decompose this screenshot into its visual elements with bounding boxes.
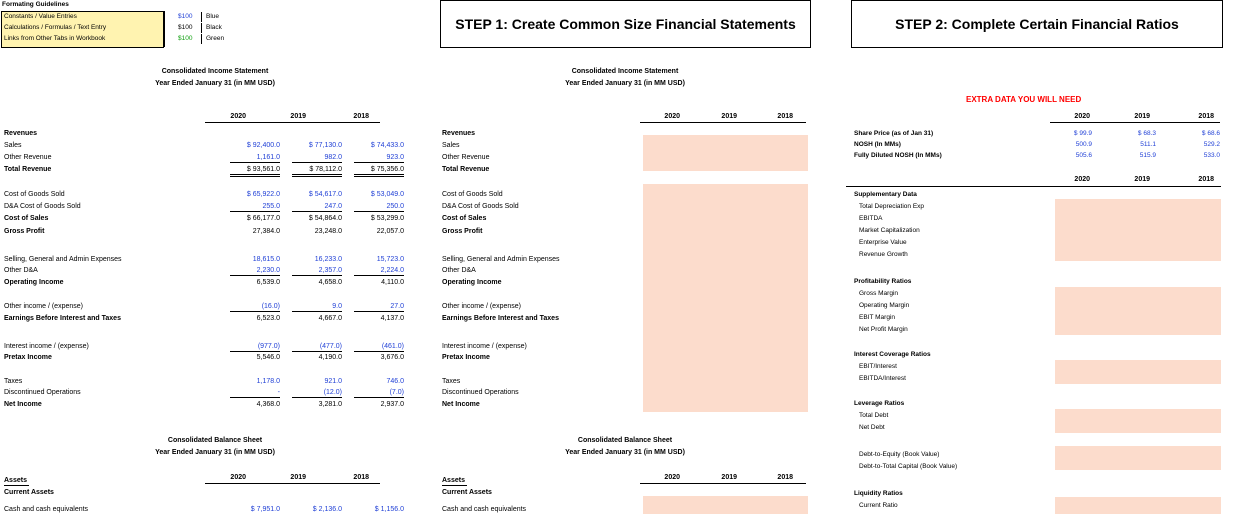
income-value: (977.0) — [230, 342, 280, 352]
income-row-label: Pretax Income — [4, 354, 52, 361]
year-2020: 2020 — [664, 474, 680, 481]
ratio-divider — [846, 186, 1221, 187]
guideline-color: Green — [201, 34, 224, 44]
leverage-input[interactable] — [1055, 409, 1221, 433]
income-row-label: Total Revenue — [442, 166, 490, 173]
income-value: 6,539.0 — [256, 279, 280, 286]
guideline-sample-green: $100 — [178, 35, 193, 42]
extra-row-label: Fully Diluted NOSH (In MMs) — [854, 152, 942, 159]
balance-subtitle-right: Year Ended January 31 (in MM USD) — [565, 449, 685, 456]
income-row-label: Gross Profit — [442, 228, 483, 235]
extra-value: $ 68.6 — [1201, 130, 1220, 137]
income-value: (12.0) — [292, 388, 342, 398]
extra-value: 515.9 — [1139, 152, 1156, 159]
income-row-label: Net Income — [4, 401, 42, 408]
income-value: (7.0) — [354, 388, 404, 398]
guideline-label: Constants / Value Entries — [4, 13, 77, 20]
ratio-item: Operating Margin — [859, 302, 910, 309]
income-row-label: Cost of Sales — [4, 215, 49, 222]
year-2019: 2019 — [721, 113, 737, 120]
income-row-label: Sales — [442, 142, 460, 149]
income-value: 250.0 — [354, 202, 404, 212]
income-value: $ 78,112.0 — [292, 165, 342, 177]
income-row-label: Revenues — [442, 130, 476, 137]
guideline-sample-blue: $100 — [178, 13, 193, 20]
income-value: $ 74,433.0 — [370, 142, 404, 149]
balance-row-label: Assets — [4, 476, 29, 486]
income-value: 2,937.0 — [380, 401, 404, 408]
supplementary-input[interactable] — [1055, 199, 1221, 261]
ratio-item: EBITDA — [859, 215, 883, 222]
balance-value: $ 2,136.0 — [312, 506, 342, 513]
extra-value: $ 99.9 — [1073, 130, 1092, 137]
balance-row-label: Current Assets — [442, 489, 492, 496]
income-value: 923.0 — [354, 153, 404, 163]
guideline-color: Blue — [201, 12, 219, 22]
income-value: 27,384.0 — [252, 228, 280, 235]
ratio-item: EBIT/Interest — [859, 363, 897, 370]
year-2020: 2020 — [1074, 113, 1090, 120]
income-value: 255.0 — [230, 202, 280, 212]
ratio-group-header: Supplementary Data — [854, 191, 917, 198]
year-2020: 2020 — [230, 474, 246, 481]
income-value: 2,224.0 — [354, 266, 404, 276]
guideline-color: Black — [201, 23, 222, 33]
guidelines-title: Formating Guidelines — [2, 1, 69, 8]
income-subtitle-left: Year Ended January 31 (in MM USD) — [155, 80, 275, 87]
extra-value: 511.1 — [1140, 141, 1156, 148]
ratio-item: Net Profit Margin — [859, 326, 908, 333]
income-row-label: Other D&A — [442, 267, 476, 274]
income-row-label: D&A Cost of Goods Sold — [442, 203, 519, 210]
ratio-item: EBIT Margin — [859, 314, 896, 321]
year-2019: 2019 — [721, 474, 737, 481]
bs-year-header-left — [205, 473, 380, 484]
balance-title-right: Consolidated Balance Sheet — [577, 437, 673, 444]
income-row-label: Other income / (expense) — [4, 303, 83, 310]
year-2018: 2018 — [1198, 176, 1214, 183]
income-value: (477.0) — [292, 342, 342, 352]
ratio-item: Debt-to-Total Capital (Book Value) — [859, 463, 958, 470]
ratio-item: EBITDA/Interest — [859, 375, 906, 382]
income-value: 22,057.0 — [376, 228, 404, 235]
income-value: $ 93,561.0 — [230, 165, 280, 177]
income-row-label: Revenues — [4, 130, 38, 137]
income-row-label: Other D&A — [4, 267, 38, 274]
year-2018: 2018 — [777, 113, 793, 120]
common-size-input-block-3[interactable] — [643, 496, 808, 514]
ratio-item: Debt-to-Equity (Book Value) — [859, 451, 940, 458]
income-row-label: Interest income / (expense) — [4, 343, 89, 350]
income-value: 746.0 — [386, 378, 404, 385]
income-value: 247.0 — [292, 202, 342, 212]
balance-subtitle-left: Year Ended January 31 (in MM USD) — [155, 449, 275, 456]
income-value: $ 65,922.0 — [246, 191, 280, 198]
year-header-extra — [1050, 112, 1220, 123]
income-row-label: D&A Cost of Goods Sold — [4, 203, 81, 210]
extra-data-title: EXTRA DATA YOU WILL NEED — [966, 95, 1082, 104]
income-row-label: Interest income / (expense) — [442, 343, 527, 350]
income-value: $ 53,049.0 — [370, 191, 404, 198]
extra-value: 500.9 — [1075, 141, 1092, 148]
income-subtitle-right: Year Ended January 31 (in MM USD) — [565, 80, 685, 87]
income-value: 4,667.0 — [318, 315, 342, 322]
ratio-item: Enterprise Value — [859, 239, 907, 246]
income-title-left: Consolidated Income Statement — [161, 68, 269, 75]
income-value: 2,357.0 — [292, 266, 342, 276]
income-value: (16.0) — [230, 302, 280, 312]
income-value: 4,368.0 — [256, 401, 280, 408]
income-row-label: Sales — [4, 142, 22, 149]
year-2018: 2018 — [353, 113, 369, 120]
ratio-group-header: Interest Coverage Ratios — [854, 351, 931, 358]
year-header-middle — [640, 112, 806, 123]
income-row-label: Total Revenue — [4, 166, 52, 173]
income-value: 27.0 — [354, 302, 404, 312]
year-2019: 2019 — [1134, 176, 1150, 183]
liquidity-input[interactable] — [1055, 497, 1221, 514]
income-value: 1,161.0 — [230, 153, 280, 163]
income-row-label: Operating Income — [4, 279, 64, 286]
income-value: $ 77,130.0 — [308, 142, 342, 149]
income-value: 4,137.0 — [380, 315, 404, 322]
income-value: 18,615.0 — [252, 256, 280, 263]
income-value: 15,723.0 — [376, 256, 404, 263]
income-value: 6,523.0 — [256, 315, 280, 322]
ratio-item: Total Debt — [859, 412, 889, 419]
income-value: (461.0) — [354, 342, 404, 352]
income-value: $ 75,356.0 — [354, 165, 404, 177]
ratio-group-header: Leverage Ratios — [854, 400, 905, 407]
debt-ratio-input[interactable] — [1055, 446, 1221, 470]
year-2018: 2018 — [353, 474, 369, 481]
ratio-item: Revenue Growth — [859, 251, 908, 258]
income-value: 4,110.0 — [381, 279, 404, 286]
guideline-sample-black: $100 — [178, 24, 193, 31]
income-value: 1,178.0 — [256, 378, 280, 385]
income-row-label: Earnings Before Interest and Taxes — [442, 315, 559, 322]
ratio-item: Gross Margin — [859, 290, 899, 297]
income-value: $ 54,864.0 — [308, 215, 342, 222]
balance-title-left: Consolidated Balance Sheet — [167, 437, 263, 444]
balance-row-label: Assets — [442, 476, 467, 486]
extra-value: $ 68.3 — [1137, 130, 1156, 137]
income-row-label: Selling, General and Admin Expenses — [442, 256, 560, 263]
income-row-label: Other income / (expense) — [442, 303, 521, 310]
income-row-label: Other Revenue — [4, 154, 52, 161]
balance-row-label: Current Assets — [4, 489, 54, 496]
year-2020: 2020 — [230, 113, 246, 120]
income-value: - — [230, 388, 280, 398]
year-2018: 2018 — [1198, 113, 1214, 120]
profitability-input[interactable] — [1055, 287, 1221, 335]
step1-banner: STEP 1: Create Common Size Financial Statements — [440, 0, 811, 48]
year-2020: 2020 — [664, 113, 680, 120]
income-row-label: Taxes — [442, 378, 461, 385]
income-value: 3,676.0 — [380, 354, 404, 361]
income-row-label: Selling, General and Admin Expenses — [4, 256, 122, 263]
income-value: 9.0 — [292, 302, 342, 312]
guidelines-table — [1, 11, 260, 47]
income-row-label: Discontinued Operations — [4, 389, 81, 396]
income-row-label: Gross Profit — [4, 228, 45, 235]
balance-row-label: Cash and cash equivalents — [442, 506, 527, 513]
income-row-label: Cost of Sales — [442, 215, 487, 222]
income-title-right: Consolidated Income Statement — [571, 68, 679, 75]
income-row-label: Discontinued Operations — [442, 389, 519, 396]
common-size-input-block-1[interactable] — [643, 135, 808, 171]
year-2019: 2019 — [290, 474, 306, 481]
coverage-input[interactable] — [1055, 360, 1221, 384]
income-row-label: Other Revenue — [442, 154, 490, 161]
year-2020: 2020 — [1074, 176, 1090, 183]
income-value: $ 54,617.0 — [308, 191, 342, 198]
ratio-item: Net Debt — [859, 424, 885, 431]
income-value: 921.0 — [324, 378, 342, 385]
income-value: 4,658.0 — [318, 279, 342, 286]
ratio-item: Market Capitalization — [859, 227, 920, 234]
income-value: $ 92,400.0 — [246, 142, 280, 149]
year-2018: 2018 — [777, 474, 793, 481]
income-row-label: Cost of Goods Sold — [4, 191, 65, 198]
ratio-item: Current Ratio — [859, 502, 898, 509]
step2-banner: STEP 2: Complete Certain Financial Ratios — [851, 0, 1223, 48]
extra-value: 529.2 — [1203, 141, 1220, 148]
year-2019: 2019 — [290, 113, 306, 120]
year-header-left — [205, 112, 380, 123]
income-value: 3,281.0 — [318, 401, 342, 408]
income-value: $ 66,177.0 — [246, 215, 280, 222]
ratio-item: Total Depreciation Exp — [859, 203, 925, 210]
extra-row-label: NOSH (In MMs) — [854, 141, 901, 148]
income-value: 5,546.0 — [256, 354, 280, 361]
ratio-year-header — [1050, 175, 1220, 185]
income-value: 16,233.0 — [314, 256, 342, 263]
income-row-label: Earnings Before Interest and Taxes — [4, 315, 121, 322]
common-size-input-block-2[interactable] — [643, 184, 808, 412]
income-value: 2,230.0 — [230, 266, 280, 276]
income-value: 4,190.0 — [318, 354, 342, 361]
guideline-label: Calculations / Formulas / Text Entry — [4, 24, 107, 31]
income-row-label: Cost of Goods Sold — [442, 191, 503, 198]
guideline-label: Links from Other Tabs in Workbook — [4, 35, 106, 42]
extra-value: 533.0 — [1203, 152, 1220, 159]
income-row-label: Taxes — [4, 378, 23, 385]
bs-year-header-middle — [640, 473, 806, 484]
income-value: 23,248.0 — [314, 228, 342, 235]
ratio-group-header: Liquidity Ratios — [854, 490, 903, 497]
income-value: $ 53,299.0 — [370, 215, 404, 222]
balance-value: $ 1,156.0 — [374, 506, 404, 513]
year-2019: 2019 — [1134, 113, 1150, 120]
balance-value: $ 7,951.0 — [250, 506, 280, 513]
income-row-label: Operating Income — [442, 279, 502, 286]
income-row-label: Pretax Income — [442, 354, 490, 361]
income-row-label: Net Income — [442, 401, 480, 408]
extra-value: 505.6 — [1075, 152, 1092, 159]
ratio-group-header: Profitability Ratios — [854, 278, 912, 285]
extra-row-label: Share Price (as of Jan 31) — [854, 130, 934, 137]
income-value: 982.0 — [292, 153, 342, 163]
balance-row-label: Cash and cash equivalents — [4, 506, 89, 513]
